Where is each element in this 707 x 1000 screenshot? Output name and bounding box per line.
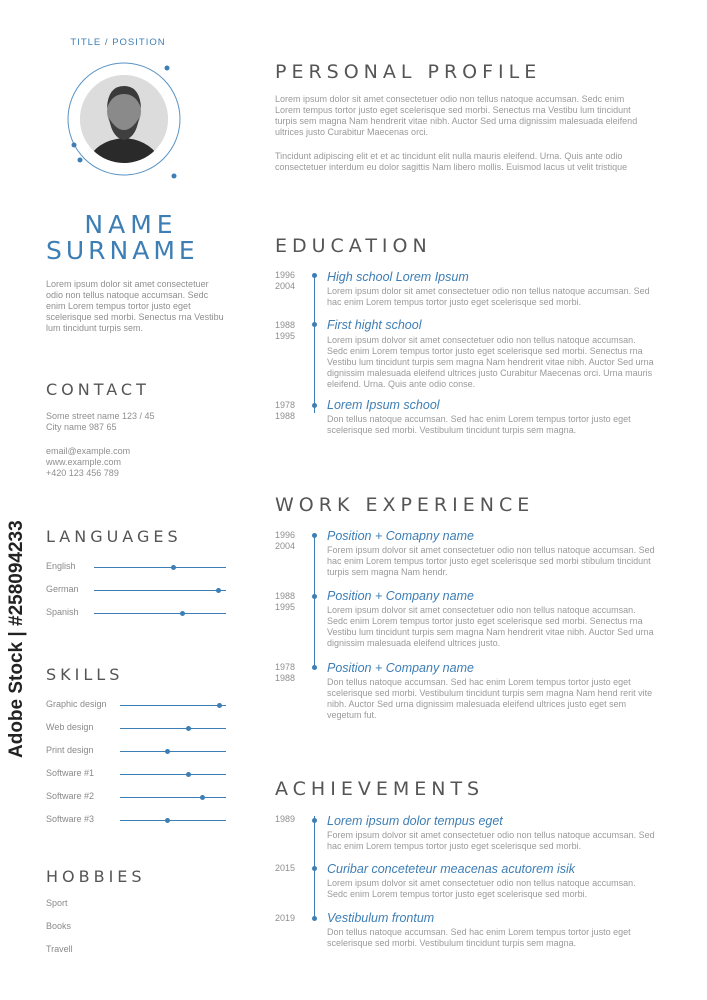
- achievement-year: 2019: [275, 913, 296, 923]
- profile-photo: [66, 56, 186, 182]
- skill-level-dot: [165, 749, 170, 754]
- entry-title: Position + Company name: [327, 661, 474, 675]
- entry-text: Don tellus natoque accumsan. Sed hac enim Lorem tempus tortor justo eget scelerisque sed morbi. Vestibulum tincidunt turpis sem magna Nam hend rerit vite nibh. Auctor Sed urna dignissim malesuada eleifend ultrices justo eget sem vegetum fut.: [327, 677, 653, 720]
- hobby-item: Travell: [46, 944, 73, 954]
- stock-watermark: Adobe Stock | #258094233: [6, 520, 27, 758]
- year-start: 1978: [275, 400, 296, 410]
- timeline-dot: [312, 403, 317, 408]
- hobbies-list: [46, 898, 73, 967]
- entry-text: Lorem ipsum dolvor sit amet consectetuer odio non tellus natoque accumsan. Sedc enim Lorem tempus tortor justo eget scelerisque sed morbi. Senectus rna Vestibu lum tincidunt turpis sem magna Nam hendrerit vitae nibh. Auctor Sed urna dignissim malesuada eleifend ultrices justo Curabitur Maecenas orci. Urna mauris eleifend. Urna. Quis ante odio conse.: [327, 335, 654, 389]
- skill-level-dot: [186, 772, 191, 777]
- entry-title: Vestibulum frontum: [327, 911, 435, 925]
- language-label: Spanish: [46, 607, 79, 617]
- skill-level-dot: [186, 726, 191, 731]
- year-start: 1978: [275, 662, 296, 672]
- edu-years: [275, 320, 295, 342]
- year-end: 1995: [275, 331, 296, 341]
- language-label: English: [46, 561, 76, 571]
- edu-years: [275, 270, 295, 292]
- skill-level-bar: [120, 728, 226, 729]
- timeline-dot: [312, 594, 317, 599]
- achievement-year: 2015: [275, 863, 296, 873]
- skill-level-bar: [120, 751, 226, 752]
- entry-title: Position + Comapny name: [327, 529, 474, 543]
- entry-title: First hight school: [327, 318, 422, 332]
- edu-years: [275, 400, 295, 422]
- year-start: 1988: [275, 591, 296, 601]
- year-start: 1996: [275, 530, 296, 540]
- language-level-bar: [94, 590, 226, 591]
- contact-details: [46, 446, 130, 479]
- timeline-dot: [312, 916, 317, 921]
- skill-label: Software #3: [46, 814, 95, 824]
- contact-phone: +420 123 456 789: [46, 468, 119, 478]
- contact-address: [46, 411, 155, 433]
- timeline-dot: [312, 866, 317, 871]
- entry-title: High school Lorem Ipsum: [327, 270, 469, 284]
- education-heading: EDUCATION: [275, 235, 432, 257]
- year-end: 1988: [275, 673, 296, 683]
- intro-text: Lorem ipsum dolor sit amet consectetuer odio non tellus natoque accumsan. Sedc enim Lorem tempus tortor justo eget scelerisque sed morbi. Senectus rna Vestibu lum tincidunt turpis sem.: [46, 279, 224, 333]
- timeline-dot: [312, 322, 317, 327]
- entry-title: Curibar conceteteur meacenas acutorem isik: [327, 862, 576, 876]
- language-level-dot: [180, 611, 185, 616]
- hobbies-heading: HOBBIES: [46, 867, 146, 886]
- year-end: 2004: [275, 541, 296, 551]
- entry-text: Don tellus natoque accumsan. Sed hac enim Lorem tempus tortor justo eget scelerisque sed morbi. Vestibulum tincidunt turpis sem magna.: [327, 414, 631, 435]
- profile-paragraph-2: Tincidunt adipiscing elit et et ac tincidunt elit nulla mauris eleifend. Urna. Quis ante odio consectetuer interdum eu dolor sagittis Nam libero mollis. Euismod lacus ut velit tristique: [275, 151, 628, 172]
- work-years: [275, 662, 295, 684]
- entry-text: Forem ipsum dolvor sit amet consectetuer odio non tellus natoque accumsan. Sed hac enim Lorem tempus tortor justo eget scelerisque sed morbi stibulum tincidunt turpis sem magna Nam hendr.: [327, 545, 655, 577]
- language-level-dot: [171, 565, 176, 570]
- contact-city: City name 987 65: [46, 422, 117, 432]
- contact-web[interactable]: www.example.com: [46, 457, 122, 467]
- surname: SURNAME: [46, 236, 199, 265]
- skill-level-dot: [200, 795, 205, 800]
- title-position: TITLE / POSITION: [70, 37, 166, 48]
- contact-street: Some street name 123 / 45: [46, 411, 155, 421]
- hobby-item: Books: [46, 921, 72, 931]
- language-level-bar: [94, 567, 226, 568]
- entry-title: Lorem ipsum dolor tempus eget: [327, 814, 503, 828]
- entry-text: Lorem ipsum dolvor sit amet consectetuer odio non tellus natoque accumsan. Sedc enim Lorem tempus tortor justo eget scelerisque sed morbi. Senectus rna Vestibu lum tincidunt turpis sem magna Nam hendrerit vitae nibh. Auctor Sed urna dignissim malesuada eleifend ultrices justo.: [327, 605, 654, 648]
- work-years: [275, 591, 295, 613]
- language-label: German: [46, 584, 79, 594]
- languages-heading: LANGUAGES: [46, 527, 182, 546]
- skill-label: Software #2: [46, 791, 95, 801]
- year-end: 2004: [275, 281, 296, 291]
- work-years: [275, 530, 295, 552]
- skill-level-bar: [120, 797, 226, 798]
- contact-email[interactable]: email@example.com: [46, 446, 131, 456]
- skill-label: Software #1: [46, 768, 95, 778]
- contact-heading: CONTACT: [46, 380, 150, 399]
- skill-label: Graphic design: [46, 699, 107, 709]
- entry-title: Position + Company name: [327, 589, 474, 603]
- profile-heading: PERSONAL PROFILE: [275, 61, 542, 83]
- language-level-bar: [94, 613, 226, 614]
- achievements-heading: ACHIEVEMENTS: [275, 778, 485, 800]
- skill-level-bar: [120, 820, 226, 821]
- work-timeline: [314, 533, 315, 668]
- entry-title: Lorem Ipsum school: [327, 398, 440, 412]
- profile-paragraph-1: Lorem ipsum dolor sit amet consectetuer odio non tellus natoque accumsan. Sedc enim Lorem tempus tortor justo eget scelerisque sed morbi. Senectus rna Vestibu lum tincidunt turpis sem magna Nam hendrerit vitae nibh. Auctor Sed urna dignissim malesuada eleifend ultrices justo Curabitur Maecenas orci.: [275, 94, 638, 137]
- language-level-dot: [216, 588, 221, 593]
- timeline-dot: [312, 818, 317, 823]
- entry-text: Lorem ipsum dolor sit amet consectetuer odio non tellus natoque accumsan. Sed hac enim Lorem tempus tortor justo eget scelerisque sed morbi.: [327, 286, 650, 307]
- timeline-dot: [312, 533, 317, 538]
- year-start: 1996: [275, 270, 296, 280]
- skill-label: Print design: [46, 745, 94, 755]
- skill-level-dot: [217, 703, 222, 708]
- skill-level-dot: [165, 818, 170, 823]
- skill-level-bar: [120, 705, 226, 706]
- name: NAME: [84, 210, 178, 239]
- work-heading: WORK EXPERIENCE: [275, 494, 535, 516]
- timeline-dot: [312, 273, 317, 278]
- skill-level-bar: [120, 774, 226, 775]
- entry-text: Don tellus natoque accumsan. Sed hac enim Lorem tempus tortor justo eget scelerisque sed morbi. Vestibulum tincidunt turpis sem magna.: [327, 927, 631, 948]
- skills-heading: SKILLS: [46, 665, 124, 684]
- skill-label: Web design: [46, 722, 94, 732]
- education-timeline: [314, 273, 315, 413]
- hobby-item: Sport: [46, 898, 68, 908]
- entry-text: Forem ipsum dolvor sit amet consectetuer odio non tellus natoque accumsan. Sed hac enim Lorem tempus tortor justo eget scelerisque sed morbi.: [327, 830, 655, 851]
- timeline-dot: [312, 665, 317, 670]
- year-end: 1995: [275, 602, 296, 612]
- achievement-year: 1989: [275, 814, 296, 824]
- year-end: 1988: [275, 411, 296, 421]
- entry-text: Lorem ipsum dolvor sit amet consectetuer odio non tellus natoque accumsan. Sedc enim Lorem tempus tortor justo eget scelerisque sed morbi.: [327, 878, 636, 899]
- year-start: 1988: [275, 320, 296, 330]
